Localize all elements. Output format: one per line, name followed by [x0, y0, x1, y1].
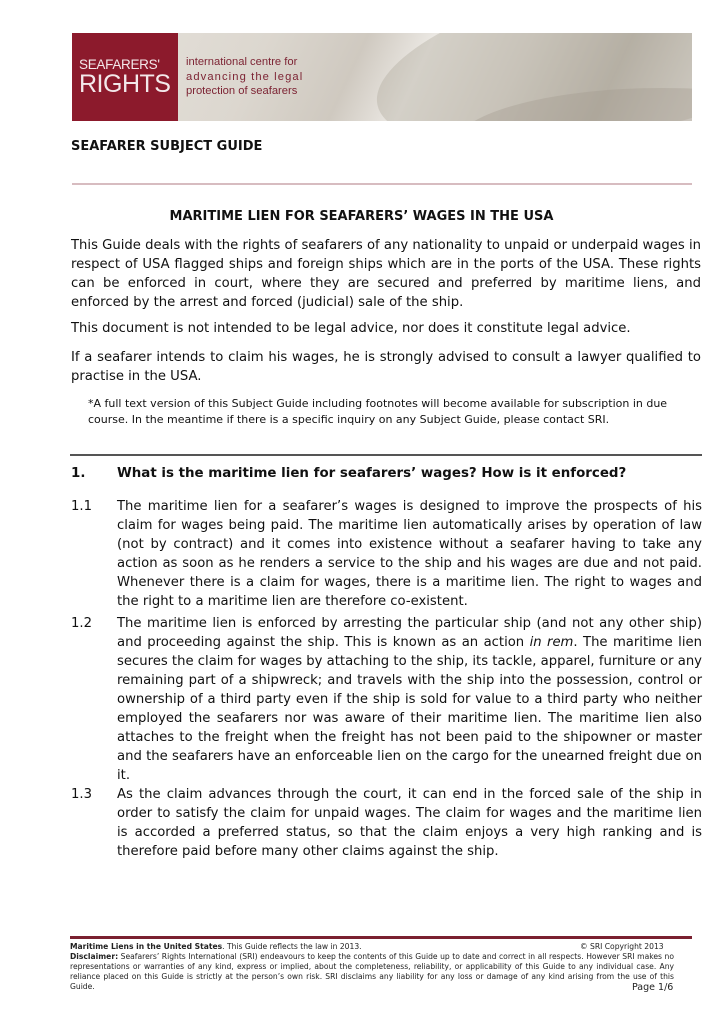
- intro-paragraph: If a seafarer intends to claim his wages, he is strongly advised to consult a lawyer qualified to practise in the USA.: [71, 350, 701, 384]
- page-number: Page 1/6: [632, 982, 674, 993]
- tagline-line: advancing the legal: [186, 70, 304, 83]
- footer-doc-note: . This Guide reflects the law in 2013.: [222, 942, 362, 951]
- item-text-part: The maritime lien is enforced by arresting the particular ship (and not any other ship) and proceeding against the ship. This is known as an action: [117, 616, 702, 650]
- logo-line-1: SEAFARERS': [79, 56, 160, 72]
- section-number: 1.: [71, 466, 86, 481]
- item-number: 1.3: [71, 787, 92, 802]
- intro-paragraph: This document is not intended to be legal advice, nor does it constitute legal advice.: [71, 321, 631, 336]
- logo-line-2: RIGHTS: [79, 69, 171, 98]
- divider: [72, 183, 692, 185]
- item-text: The maritime lien for a seafarer’s wages is designed to improve the prospects of his claim for wages being paid. The maritime lien automatically arises by operation of law (not by contract) and it comes into existence without a seafarer having to take any action as soon as he renders a service to the ship and his wages are due and not paid. Whenever there is a claim for wages, there is a maritime lien. The right to wages and the right to a maritime lien are therefore co-existent.: [117, 499, 702, 609]
- disclaimer-text: Seafarers’ Rights International (SRI) endeavours to keep the contents of this Guide up to date and correct in all respects. However SRI makes no representations or warranties of any kind, express or implied, about the completeness, reliability, or applicability of this Guide to any individual case. Any reliance placed on this Guide is strictly at the person’s own risk. SRI disclaims any liability for any loss or damage of any kind arising from the use of this Guide.: [70, 952, 674, 991]
- item-text: [117, 614, 702, 785]
- item-number: 1.1: [71, 499, 92, 514]
- tagline-line: protection of seafarers: [186, 85, 298, 97]
- header-banner: [72, 33, 692, 121]
- item-number: 1.2: [71, 616, 92, 631]
- disclaimer-label: Disclaimer:: [70, 952, 119, 961]
- tagline: [186, 55, 303, 99]
- item-text: As the claim advances through the court, it can end in the forced sale of the ship in order to satisfy the claim for unpaid wages. The claim for wages and the maritime lien is accorded a preferred status, so that the claim enjoys a very high ranking and is therefore paid before many other claims against the ship.: [117, 787, 702, 859]
- list-item: [71, 497, 702, 611]
- intro-paragraph: This Guide deals with the rights of seafarers of any nationality to unpaid or underpaid wages in respect of USA flagged ships and foreign ships which are in the ports of the USA. These rights can be enforced in court, where they are secured and preferred by maritime liens, and enforced by the arrest and forced (judicial) sale of the ship.: [71, 238, 701, 310]
- list-item: [71, 614, 702, 785]
- footer-divider: [70, 936, 692, 939]
- item-text-part: . The maritime lien secures the claim for wages by attaching to the ship, its tackle, apparel, furniture or any remaining part of a shipwreck; and travels with the ship into the possession, control or ownership of a third party even if the ship is sold for value to a third party who neither employed the seafarers nor was aware of their maritime lien. The maritime lien also attaches to the freight when the freight has not been paid to the shipowner or master and the seafarers have an enforceable lien on the cargo for the unearned freight due on it.: [117, 635, 702, 783]
- logo: [72, 33, 178, 121]
- copyright: © SRI Copyright 2013: [580, 942, 664, 951]
- disclaimer: [70, 952, 674, 992]
- footer-doc-name: Maritime Liens in the United States: [70, 942, 223, 951]
- tagline-line: international centre for: [186, 56, 298, 68]
- list-item: [71, 785, 702, 861]
- page-title: MARITIME LIEN FOR SEAFARERS’ WAGES IN THE USA: [169, 209, 554, 224]
- divider: [70, 454, 702, 456]
- section-title: What is the maritime lien for seafarers’ wages? How is it enforced?: [117, 466, 627, 481]
- subscription-note: *A full text version of this Subject Guide including footnotes will become available for subscription in due course. In the meantime if there is a specific inquiry on any Subject Guide, please contact SRI.: [88, 397, 668, 426]
- item-text-italic: in rem: [529, 635, 574, 650]
- guide-label: SEAFARER SUBJECT GUIDE: [71, 139, 263, 154]
